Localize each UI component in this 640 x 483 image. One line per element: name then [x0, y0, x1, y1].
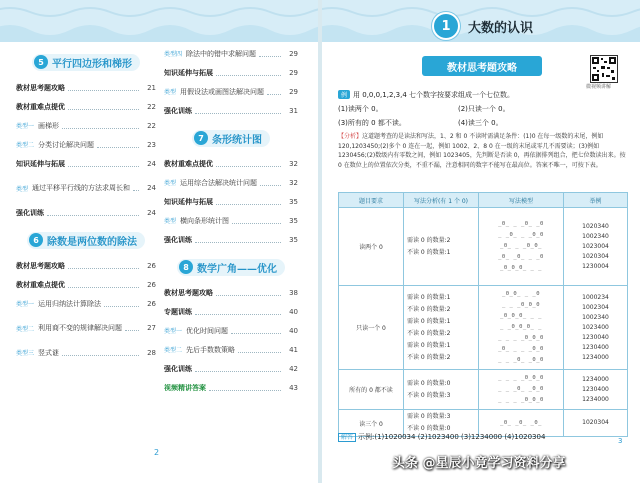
leader-dots: [232, 218, 281, 224]
table-row: [339, 208, 628, 286]
model-line: _0_ _0_ _ _0: [498, 254, 544, 260]
analysis-line: 不读 0 的数量:2: [407, 329, 451, 337]
toc-entry[interactable]: [164, 173, 298, 192]
example-number: 1020340: [582, 222, 609, 230]
table-row: [339, 370, 628, 410]
section-badge: [177, 259, 285, 276]
example-number: 1002340: [582, 313, 609, 321]
example-cell: [564, 410, 628, 437]
example-number: 1002340: [582, 232, 609, 240]
toc-entry[interactable]: [164, 378, 298, 397]
answer-text: 示例:(1)1020034 (2)1023400 (3)1234000 (4)1020304: [358, 433, 546, 441]
toc-type-tag: 类型二: [164, 347, 183, 354]
toc-entry[interactable]: [16, 116, 156, 135]
wave-header-band: [0, 0, 318, 42]
toc-entry-title: 专题训练: [164, 307, 192, 316]
toc-entry-title: 知识延伸与拓展: [164, 68, 213, 77]
leader-dots: [195, 237, 281, 243]
table-row: [339, 286, 628, 370]
toc-entry[interactable]: [16, 256, 156, 275]
writing-method-table: [338, 192, 628, 437]
toc-entry-title: 通过平移平行线的方法求周长和: [32, 184, 131, 192]
leader-dots: [62, 350, 139, 356]
example-number: 1230004: [582, 262, 609, 270]
toc-entry[interactable]: [16, 97, 156, 116]
analysis-tag: 【分析】: [338, 133, 363, 140]
analysis-line: 需读 0 的数量:1: [407, 317, 451, 325]
example-tag: 例: [338, 90, 350, 99]
toc-entry-title: 强化训练: [16, 208, 44, 217]
toc-entry-title: 分类讨论解决问题: [38, 140, 95, 149]
section-heading: [16, 228, 156, 252]
toc-entry-title: 知识延伸与拓展: [164, 197, 213, 206]
leader-dots: [133, 185, 139, 191]
toc-page-number: 40: [289, 307, 298, 316]
example-number: 1023400: [582, 323, 609, 331]
toc-entry-title: 利用商不变的规律解决问题: [38, 324, 123, 332]
model-line: _ _0_0_0_ _: [500, 324, 542, 330]
toc-page-number: 38: [289, 288, 298, 297]
toc-page-number: 26: [147, 280, 156, 289]
example-question: [338, 90, 514, 100]
toc-page: [0, 0, 318, 483]
toc-page-number: 24: [147, 159, 156, 168]
example-number: 1234000: [582, 395, 609, 403]
toc-page-number: 35: [289, 235, 298, 244]
example-cell: [564, 370, 628, 410]
toc-entry[interactable]: [164, 283, 298, 302]
section-heading: [164, 126, 298, 150]
example-q2: (2)只读一个 0。: [458, 105, 510, 113]
analysis-cell: [404, 208, 479, 286]
leader-dots: [97, 142, 139, 148]
chapter-title: 大数的认识: [468, 20, 534, 36]
toc-page-number: 24: [147, 208, 156, 217]
model-cell: [479, 286, 564, 370]
analysis-cell: [404, 286, 479, 370]
toc-page-number: 26: [147, 261, 156, 270]
example-number: 1230400: [582, 343, 609, 351]
example-number: 1002304: [582, 303, 609, 311]
model-line: _ _ _ _0_0_0: [498, 375, 544, 381]
toc-page-number: 29: [289, 49, 298, 58]
example-number: 1000234: [582, 293, 609, 301]
section-heading: [16, 50, 156, 74]
toc-page-number: 29: [289, 68, 298, 77]
toc-entry-title: 优化时间问题: [186, 326, 229, 335]
toc-entry-title: 教材重难点提优: [164, 159, 213, 168]
toc-type-tag: 类型: [164, 180, 177, 187]
toc-entry-title: 教材思考题攻略: [16, 261, 65, 270]
toc-entry-title: 视频精讲答案: [164, 383, 206, 392]
toc-page-number: 40: [289, 326, 298, 335]
toc-entry[interactable]: [16, 275, 156, 294]
toc-entry[interactable]: [164, 359, 298, 378]
leader-dots: [260, 180, 281, 186]
example-cell: [564, 286, 628, 370]
toc-page-number: 22: [147, 121, 156, 130]
example-number: 1230400: [582, 385, 609, 393]
chapter-heading: [432, 12, 533, 40]
toc-entry[interactable]: [164, 192, 298, 211]
toc-entry[interactable]: [164, 154, 298, 173]
toc-entry-title: 画梯形: [38, 121, 60, 130]
toc-entry-title: 教材思考题攻略: [16, 83, 65, 92]
toc-entry-title: 除法中的错中求解问题: [186, 49, 257, 58]
toc-page-number: 21: [147, 83, 156, 92]
content-page: [322, 0, 640, 483]
leader-dots: [195, 108, 281, 114]
toc-page-number: 26: [147, 299, 156, 308]
toc-page-number: 43: [289, 383, 298, 392]
toc-type-tag: 类型四: [164, 51, 183, 58]
toc-entry-title: 用假设法或画图法解决问题: [180, 87, 265, 96]
leader-dots: [216, 199, 281, 205]
section-banner: 教材思考题攻略: [422, 56, 542, 76]
toc-entry[interactable]: [164, 302, 298, 321]
toc-type-tag: 类型一: [16, 301, 35, 308]
toc-entry[interactable]: [16, 173, 156, 203]
section-number: 5: [34, 55, 48, 69]
analysis-text: 这道题考查的是读法和写法，1、2 和 0 不读时需满足条件：(1)0 在每一级数的末尾，例如 120,1203450;(2)多个 0 连在一起，例如 1002、2、8 0 在一级的末尾或零几不需要读；(3)例如 1230456;(2)数级内有零数之间，例如 1023405，先判断是否读 0，再依据排列组合，把七位数读出来。按 0 在数位上的位置依次分类，不重不漏，注意相同的数字不能写在最高位。答案不唯一，可按下表。: [338, 133, 626, 169]
example-number: 1020304: [582, 419, 609, 426]
leader-dots: [47, 210, 139, 216]
toc-type-tag: 类型二: [16, 325, 35, 333]
leader-dots: [216, 161, 281, 167]
analysis-line: 需读 0 的数量:0: [407, 379, 451, 387]
toc-entry-title: 运用综合法解决统计问题: [180, 178, 258, 187]
model-line: _0_0_ _ _0: [501, 291, 541, 297]
qr-label: 微视频讲解: [586, 84, 612, 90]
leader-dots: [267, 89, 281, 95]
section-badge: [27, 232, 145, 249]
toc-page-number: 22: [147, 102, 156, 111]
toc-entry-title: 教材思考题攻略: [164, 288, 213, 297]
toc-page-number: 31: [289, 106, 298, 115]
model-line: _0_0_0_ _ _: [500, 313, 542, 319]
toc-entry[interactable]: [164, 211, 298, 230]
leader-dots: [216, 290, 281, 296]
toc-entry[interactable]: [164, 82, 298, 101]
toc-page-number: 24: [147, 184, 156, 192]
wave-pattern-icon: [0, 0, 318, 42]
section-title: 数学广角——优化: [197, 263, 277, 275]
analysis-line: 不读 0 的数量:2: [407, 305, 451, 313]
model-line: _ _0_ _ _0_0: [498, 232, 544, 238]
watermark-text: 头条 @星辰小竟学习资料分享: [392, 456, 566, 471]
toc-page-number: 41: [289, 345, 298, 354]
section-heading: [164, 255, 298, 279]
section-title: 条形统计图: [212, 134, 262, 146]
leader-dots: [68, 104, 139, 110]
toc-entry-title: 强化训练: [164, 364, 192, 373]
analysis-line: 需读 0 的数量:3: [407, 413, 451, 420]
example-number: 1234000: [582, 375, 609, 383]
answer-line: [338, 432, 545, 442]
toc-entry[interactable]: [16, 154, 156, 173]
leader-dots: [231, 328, 281, 334]
answer-tag: 解答: [338, 433, 356, 442]
model-line: _ _ _0_ _0_0: [498, 357, 544, 363]
leader-dots: [62, 123, 139, 129]
example-cell: [564, 208, 628, 286]
toc-entry-title: 教材重难点提优: [16, 280, 65, 289]
model-line: _0_ _0_ _0_: [500, 419, 542, 426]
analysis-line: 不读 0 的数量:1: [407, 248, 451, 256]
toc-type-tag: 类型一: [164, 328, 183, 335]
section-number: 8: [179, 260, 193, 274]
table-header: 写法模型: [479, 193, 564, 208]
analysis-line: 不读 0 的数量:3: [407, 391, 451, 399]
analysis-line: 不读 0 的数量:0: [407, 425, 451, 432]
analysis-line: 需读 0 的数量:2: [407, 236, 451, 244]
toc-page-number: 23: [147, 140, 156, 149]
requirement-cell: 所有的 0 都不读: [339, 370, 404, 410]
leader-dots: [259, 51, 281, 57]
section-badge: [192, 130, 270, 147]
toc-page-number: 35: [289, 197, 298, 206]
toc-type-tag: 类型一: [16, 123, 35, 130]
leader-dots: [195, 309, 281, 315]
toc-type-tag: 类型: [164, 218, 177, 225]
toc-entry[interactable]: [16, 203, 156, 222]
leader-dots: [68, 263, 139, 269]
model-line: _ _ _0_ _0_0: [498, 386, 544, 392]
toc-column-2: [164, 44, 298, 397]
toc-entry[interactable]: [16, 313, 156, 343]
toc-entry[interactable]: [164, 101, 298, 120]
toc-entry[interactable]: [164, 230, 298, 249]
toc-type-tag: 类型二: [16, 142, 35, 149]
section-badge: [32, 54, 140, 71]
toc-column-1: [16, 44, 156, 362]
toc-page-number: 32: [289, 178, 298, 187]
toc-page-number: 42: [289, 364, 298, 373]
toc-entry[interactable]: [164, 321, 298, 340]
toc-entry-title: 运用归纳法计算除法: [38, 299, 102, 308]
toc-entry[interactable]: [16, 135, 156, 154]
toc-entry-title: 强化训练: [164, 106, 192, 115]
model-cell: [479, 208, 564, 286]
analysis-line: 需读 0 的数量:1: [407, 293, 451, 301]
example-q1: (1)读两个 0。: [338, 105, 383, 113]
table-header: 题目要求: [339, 193, 404, 208]
toc-page-number: 35: [289, 216, 298, 225]
model-line: _ _ _ _0_0_0: [498, 397, 544, 403]
example-number: 1234000: [582, 353, 609, 361]
analysis-cell: [404, 370, 479, 410]
example-text: 用 0,0,0,1,2,3,4 七个数字按要求组成一个七位数。: [353, 91, 514, 99]
leader-dots: [68, 161, 139, 167]
toc-page-number: 28: [147, 348, 156, 357]
requirement-cell: 读三个 0: [339, 410, 404, 437]
toc-page-number: 29: [289, 87, 298, 96]
example-q4: (4)读三个 0。: [458, 119, 503, 127]
analysis-line: 需读 0 的数量:1: [407, 341, 451, 349]
leader-dots: [104, 301, 139, 307]
requirement-cell: 读两个 0: [339, 208, 404, 286]
model-line: _ _ _0_0_0: [501, 302, 541, 308]
toc-entry-title: 教材重难点提优: [16, 102, 65, 111]
toc-entry[interactable]: [164, 63, 298, 82]
toc-entry-title: 强化训练: [164, 235, 192, 244]
toc-entry[interactable]: [16, 343, 156, 362]
model-cell: [479, 370, 564, 410]
model-line: _0_ _ _0_0_: [500, 243, 542, 249]
toc-entry-title: 竖式谜: [38, 348, 60, 357]
toc-type-tag: 类型三: [16, 350, 35, 357]
leader-dots: [209, 385, 281, 391]
example-q3: (3)所有的 0 都不读。: [338, 119, 406, 127]
section-title: 除数是两位数的除法: [47, 236, 137, 248]
leader-dots: [195, 366, 281, 372]
toc-type-tag: 类型: [16, 185, 29, 193]
analysis-paragraph: [338, 132, 626, 170]
toc-type-tag: 类型: [164, 89, 177, 96]
page-number: 2: [154, 448, 160, 457]
page-number: 3: [618, 437, 623, 445]
toc-entry-title: 先后手数数策略: [186, 345, 236, 354]
section-number: 6: [29, 233, 43, 247]
toc-entry[interactable]: [16, 78, 156, 97]
qr-code-icon[interactable]: [590, 55, 618, 83]
leader-dots: [216, 70, 281, 76]
requirement-cell: 只读一个 0: [339, 286, 404, 370]
model-line: _ _ _ _0_0_0: [498, 335, 544, 341]
chapter-number: 1: [432, 12, 460, 40]
toc-entry[interactable]: [164, 340, 298, 359]
leader-dots: [68, 85, 139, 91]
toc-page-number: 27: [147, 324, 156, 332]
leader-dots: [238, 347, 281, 353]
model-line: _0_0_0_ _ _: [500, 265, 542, 271]
section-number: 7: [194, 131, 208, 145]
table-header: 写法分析(有 1 个 0): [404, 193, 479, 208]
analysis-line: 不读 0 的数量:2: [407, 353, 451, 361]
table-header: 举例: [564, 193, 628, 208]
example-number: 1020304: [582, 252, 609, 260]
toc-entry[interactable]: [164, 44, 298, 63]
toc-page-number: 32: [289, 159, 298, 168]
example-number: 1023004: [582, 242, 609, 250]
leader-dots: [125, 325, 139, 331]
toc-entry-title: 知识延伸与拓展: [16, 159, 65, 168]
section-title: 平行四边形和梯形: [52, 58, 132, 70]
toc-entry-title: 横向条形统计图: [180, 216, 230, 225]
example-number: 1230040: [582, 333, 609, 341]
model-line: _0_ _ _0_ _0: [498, 221, 544, 227]
leader-dots: [68, 282, 139, 288]
toc-entry[interactable]: [16, 294, 156, 313]
model-line: _0_ _ _ _0_0: [498, 346, 544, 352]
